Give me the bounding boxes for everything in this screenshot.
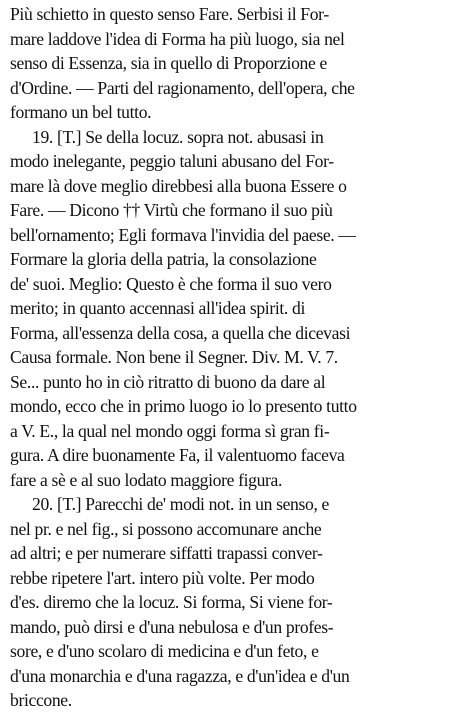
section-19-heading-line: 19. [T.] Se della locuz. sopra not. abusasi in (32, 126, 324, 147)
text-line: mare laddove l'idea di Forma ha più luogo, sia nel (10, 28, 345, 49)
text-line: mare là dove meglio direbbesi alla buona Essere o (10, 175, 347, 196)
text-line: sore, e d'uno scolaro di medicina e d'un feto, e (10, 641, 319, 661)
entry-paragraph-19 (10, 125, 460, 493)
text-line: mando, può dirsi e d'una nebulosa e d'un profes- (10, 616, 334, 637)
text-line: modo inelegante, peggio taluni abusano del For- (10, 151, 334, 171)
text-line: Formare la gloria della patria, la consolazione (10, 249, 317, 269)
text-line: a V. E., la qual nel mondo oggi forma sì gran fi- (10, 420, 330, 441)
text-line: fare a sè e al suo lodato maggiore figura. (10, 469, 283, 490)
text-line: ad altri; e per numerare siffatti trapassi conver- (10, 543, 323, 563)
text-line: d'es. diremo che la locuz. Si forma, Si viene for- (10, 592, 333, 612)
text-line: d'Ordine. — Parti del ragionamento, dell'opera, che (10, 77, 355, 98)
text-line: de' suoi. Meglio: Questo è che forma il suo vero (10, 273, 332, 294)
entry-paragraph-intro (10, 2, 460, 125)
text-line: gura. A dire buonamente Fa, il valentuomo faceva (10, 445, 345, 465)
text-line: mondo, ecco che in primo luogo io lo presento tutto (10, 396, 357, 416)
text-line: Fare. — Dicono †† Virtù che formano il suo più (10, 200, 333, 220)
text-line: senso di Essenza, sia in quello di Proporzione e (10, 53, 327, 73)
entry-paragraph-20 (10, 492, 460, 713)
section-20-heading-line: 20. [T.] Parecchi de' modi not. in un senso, e (32, 494, 330, 514)
text-line: nel pr. e nel fig., si possono accomunare anche (10, 518, 322, 539)
text-line: d'una monarchia e d'una ragazza, e d'un'idea e d'un (10, 665, 350, 686)
text-line: merito; in quanto accennasi all'idea spirit. di (10, 298, 306, 318)
text-line: Più schietto in questo senso Fare. Serbisi il For- (10, 4, 329, 24)
text-line: briccone. (10, 690, 72, 710)
text-line: bell'ornamento; Egli formava l'invidia del paese. — (10, 224, 356, 245)
text-line: Se... punto ho in ciò ritratto di buono da dare al (10, 371, 326, 392)
text-line: Forma, all'essenza della cosa, a quella che dicevasi (10, 322, 351, 343)
text-line: Causa formale. Non bene il Segner. Div. M. V. 7. (10, 347, 338, 367)
text-line: rebbe ripetere l'art. intero più volte. Per modo (10, 567, 315, 588)
text-line: formano un bel tutto. (10, 102, 152, 122)
